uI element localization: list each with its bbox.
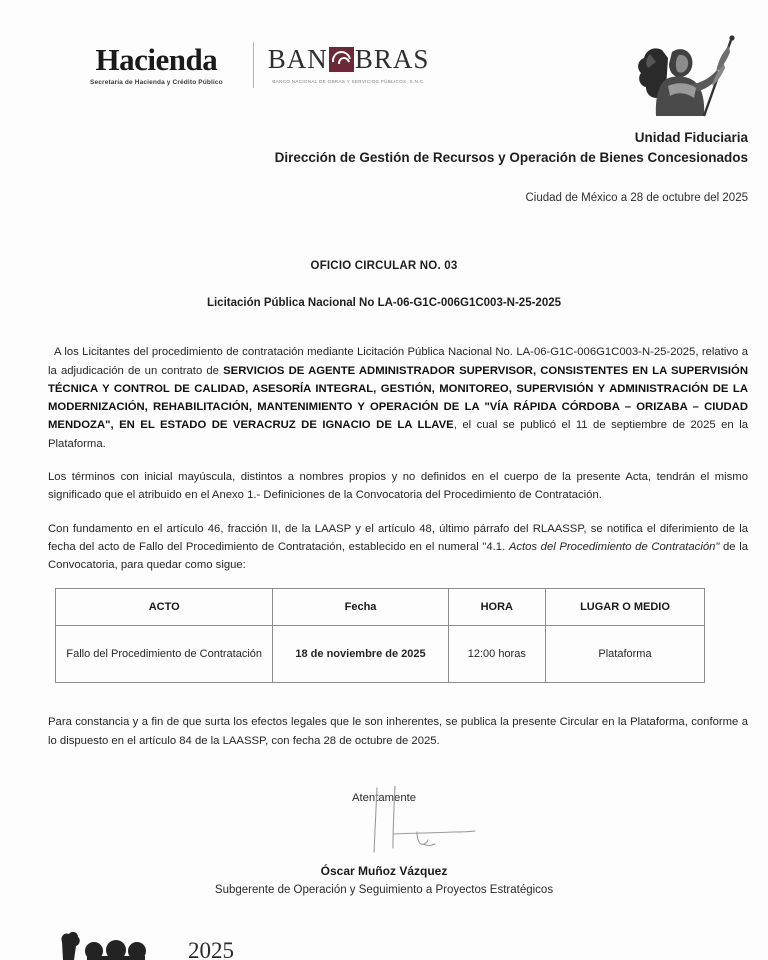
cell-fecha: 18 de noviembre de 2025 xyxy=(273,626,448,683)
paragraph-1-contract-scope: SERVICIOS DE AGENTE ADMINISTRADOR SUPERVISOR, CONSISTENTES EN LA SUPERVISIÓN TÉCNICA Y CONTROL DE CALIDAD, ASESORÍA INTEGRAL, GESTIÓN, MONITOREO, SUPERVISIÓN Y ADMINISTRACIÓN DE LA MODERNIZACIÓN, REHABILITACIÓN, MANTENIMIENTO Y OPERACIÓN DE LA "VÍA RÁPIDA CÓRDOBA – ORIZABA – CIUDAD MENDOZA", EN EL ESTADO DE VERACRUZ DE IGNACIO DE LA LLAVE xyxy=(48,364,748,432)
paragraph-1-intro: A los Licitantes del procedimiento de contratación mediante Licitación Pública Nacional No. LA-06-G1C-006G1C003-N-25-2025, relativo a la adjudicación de un contrato de xyxy=(48,346,748,377)
licitacion-heading: Licitación Pública Nacional No LA-06-G1C-006G1C003-N-25-2025 xyxy=(206,297,562,309)
footer-emblem-icon xyxy=(58,928,178,960)
paragraph-3-numeral-reference: Actos del Procedimiento de Contratación" xyxy=(508,540,720,553)
paragraph-2: Los términos con inicial mayúscula, distintos a nombres propios y no definidos en el cuerpo de la presente Acta, tendrán el mismo significado que el atribuido en el Anexo 1.- Definiciones de la Convocatoria del Procedimiento de Contratación. xyxy=(48,471,748,502)
paragraph-1-outro: , el cual se publicó el 11 de septiembre de 2025 en la Plataforma. xyxy=(48,419,748,450)
banobras-word-right: BRAS xyxy=(354,44,430,74)
place-and-date: Ciudad de México a 28 de octubre del 2025 xyxy=(525,192,748,204)
paragraph-3-outro: de la Convocatoria, para quedar como sigue: xyxy=(48,540,748,572)
banobras-logo xyxy=(268,46,430,84)
cell-lugar: Plataforma xyxy=(545,626,704,683)
signature-salutation: Atentamente xyxy=(351,792,417,804)
paragraph-3-intro: Con fundamento en el artículo 46, fracción II, de la LAASP y el artículo 48, último párrafo del RLAASSP, se notifica el diferimiento de la fecha del acto de Fallo del Procedimiento de Contratación, establecido en el numeral "4.1. xyxy=(48,522,748,553)
title-line-1: Unidad Fiduciaria xyxy=(634,130,748,145)
logo-divider xyxy=(253,42,254,88)
column-header-hora: HORA xyxy=(448,589,545,626)
footer-year: 2025 xyxy=(188,937,234,960)
document-body xyxy=(48,332,748,590)
table-row xyxy=(56,626,705,683)
mexican-government-emblem-icon xyxy=(632,28,738,120)
title-line-2: Dirección de Gestión de Recursos y Operación de Bienes Concesionados xyxy=(274,149,748,165)
banobras-subtitle: BANCO NACIONAL DE OBRAS Y SERVICIOS PÚBLICOS, S.N.C. xyxy=(272,79,425,84)
schedule-table xyxy=(55,588,705,683)
header-logos xyxy=(90,34,460,96)
column-header-lugar: LUGAR O MEDIO xyxy=(545,589,704,626)
column-header-acto: ACTO xyxy=(56,589,273,626)
department-title xyxy=(48,128,748,167)
table-header-row xyxy=(56,589,705,626)
cell-acto: Fallo del Procedimiento de Contratación xyxy=(56,626,273,683)
paragraph-3 xyxy=(48,520,748,575)
oficio-circular-heading: OFICIO CIRCULAR NO. 03 xyxy=(310,260,458,272)
paragraph-1 xyxy=(48,343,748,453)
paragraph-4: Para constancia y a fin de que surta los efectos legales que le son inherentes, se publica la presente Circular en la Plataforma, conforme a lo dispuesto en el artículo 84 de la LAASSP, con fecha 28 de octubre de 2025. xyxy=(48,716,748,747)
signatory-name: Óscar Muñoz Vázquez xyxy=(320,864,448,878)
banobras-word-left: BAN xyxy=(267,44,328,74)
signature-block xyxy=(0,792,768,804)
footer-logo xyxy=(58,928,358,960)
closing-section xyxy=(48,702,748,765)
hacienda-subtitle: Secretaría de Hacienda y Crédito Público xyxy=(90,79,223,86)
hacienda-wordmark: Hacienda xyxy=(95,42,218,77)
column-header-fecha: Fecha xyxy=(273,589,448,626)
cell-hora: 12:00 horas xyxy=(448,626,545,683)
banobras-wordmark xyxy=(268,46,430,73)
signatory-role: Subgerente de Operación y Seguimiento a Proyectos Estratégicos xyxy=(214,884,554,896)
schedule-table-wrapper xyxy=(55,588,705,683)
banobras-swirl-icon xyxy=(329,47,354,72)
hacienda-logo xyxy=(90,44,239,86)
